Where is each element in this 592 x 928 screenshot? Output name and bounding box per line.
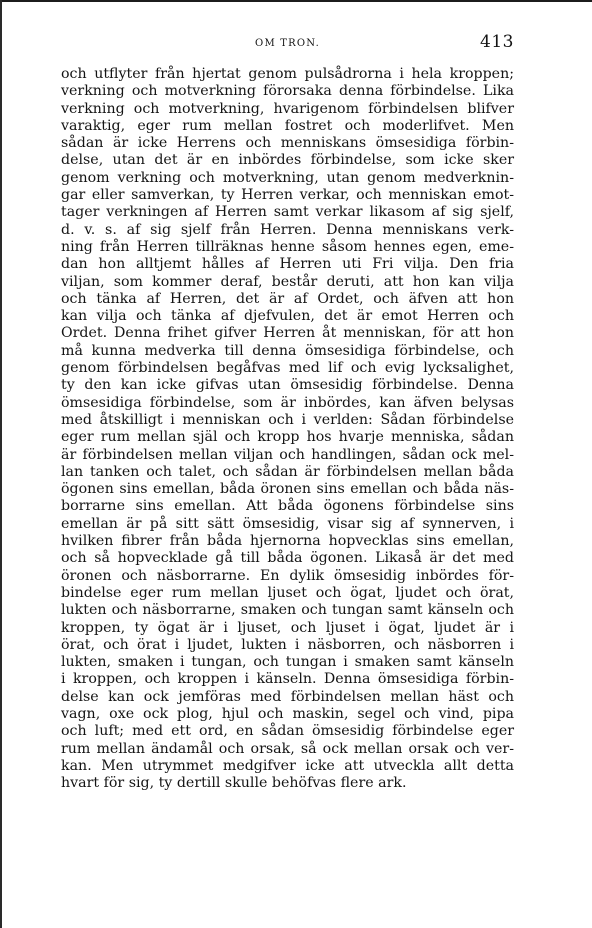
text-line: lan tanken och talet, och sådan är förbindelsen mellan båda	[61, 463, 514, 480]
text-line: kroppen, ty ögat är i ljuset, och ljuset i ögat, ljudet är i	[61, 619, 514, 636]
text-line: ögonen sins emellan, båda öronen sins emellan och båda näs-	[61, 481, 514, 498]
text-line: borrarne sins emellan. Att båda ögonens förbindelse sins	[61, 498, 514, 515]
text-line: tager verkningen af Herren samt verkar likasom af sig sjelf,	[61, 204, 514, 221]
text-line: och tänka af Herren, det är af Ordet, och äfven att hon	[61, 290, 514, 307]
text-line: d. v. s. af sig sjelf från Herren. Denna menniskans verk-	[61, 221, 514, 238]
text-line-last: hvart för sig, ty dertill skulle behöfvas flere ark.	[61, 775, 407, 792]
text-line: verkning och motverkning förorsaka denna förbindelse. Lika	[61, 83, 514, 100]
text-line: och så hopvecklade gå till båda ögonen. Likaså är det med	[61, 550, 514, 567]
text-line: viljan, som kommer deraf, består deruti, att hon kan vilja	[61, 273, 514, 290]
text-line: ömsesidiga förbindelse, som är inbördes, kan äfven belysas	[61, 394, 514, 411]
text-line: verkning och motverkning, hvarigenom förbindelsen blifver	[61, 100, 514, 117]
text-line: sådan är icke Herrens och menniskans ömsesidiga förbin-	[61, 135, 514, 152]
text-line: lukten och näsborrarne, smaken och tungan samt känseln och	[61, 602, 514, 619]
text-line: delse kan ock jemföras med förbindelsen mellan häst och	[61, 688, 514, 705]
text-line: kan vilja och tänka af djefvulen, det är emot Herren och	[61, 308, 514, 325]
text-line: med åtskilligt i menniskan och i verlden: Sådan förbindelse	[61, 411, 514, 428]
text-line: emellan är på sitt sätt ömsesidig, visar sig af synnerven, i	[61, 515, 514, 532]
text-line: dan hon alltjemt hålles af Herren uti Fri vilja. Den fria	[61, 256, 514, 273]
text-line: delse, utan det är en inbördes förbindelse, som icke sker	[61, 152, 514, 169]
text-line: rum mellan ändamål och orsak, så ock mellan orsak och ver-	[61, 740, 514, 757]
text-line: Ordet. Denna frihet gifver Herren åt menniskan, för att hon	[61, 325, 514, 342]
page-header	[61, 32, 514, 56]
body-text	[61, 66, 514, 792]
text-line: i kroppen, och kroppen i känseln. Denna ömsesidiga förbin-	[61, 671, 514, 688]
text-line: genom verkning och motverkning, utan genom medverknin-	[61, 169, 514, 186]
text-line: eger rum mellan själ och kropp hos hvarje menniska, sådan	[61, 429, 514, 446]
text-line: ty den kan icke gifvas utan ömsesidig förbindelse. Denna	[61, 377, 514, 394]
page-top-edge	[0, 0, 592, 2]
text-line: genom förbindelsen begåfvas med lif och evig lycksalighet,	[61, 360, 514, 377]
text-line: må kunna medverka till denna ömsesidiga förbindelse, och	[61, 342, 514, 359]
text-line: lukten, smaken i tungan, och tungan i smaken samt känseln	[61, 654, 514, 671]
text-line: ning från Herren tillräknas henne såsom hennes egen, eme-	[61, 238, 514, 255]
text-line: örat, och örat i ljudet, lukten i näsborren, och näsborren i	[61, 636, 514, 653]
text-line: varaktig, eger rum mellan fostret och moderlifvet. Men	[61, 117, 514, 134]
text-line: bindelse eger rum mellan ljuset och ögat, ljudet och örat,	[61, 584, 514, 601]
text-line: kan. Men utrymmet medgifver icke att utveckla allt detta	[61, 757, 514, 774]
text-line: gar eller samverkan, ty Herren verkar, och menniskan emot-	[61, 187, 514, 204]
page-left-edge	[0, 0, 2, 928]
text-line: vagn, oxe ock plog, hjul och maskin, segel och vind, pipa	[61, 705, 514, 722]
text-line: är förbindelsen mellan viljan och handlingen, sådan ock mel-	[61, 446, 514, 463]
text-line: och luft; med ett ord, en sådan ömsesidig förbindelse eger	[61, 723, 514, 740]
page-number: 413	[480, 32, 514, 52]
running-head: OM TRON.	[255, 38, 320, 49]
text-line: hvilken fibrer från båda hjernorna hopvecklas sins emellan,	[61, 533, 514, 550]
text-line: öronen och näsborrarne. En dylik ömsesidig inbördes för-	[61, 567, 514, 584]
text-line: och utflyter från hjertat genom pulsådrorna i hela kroppen;	[61, 66, 514, 82]
